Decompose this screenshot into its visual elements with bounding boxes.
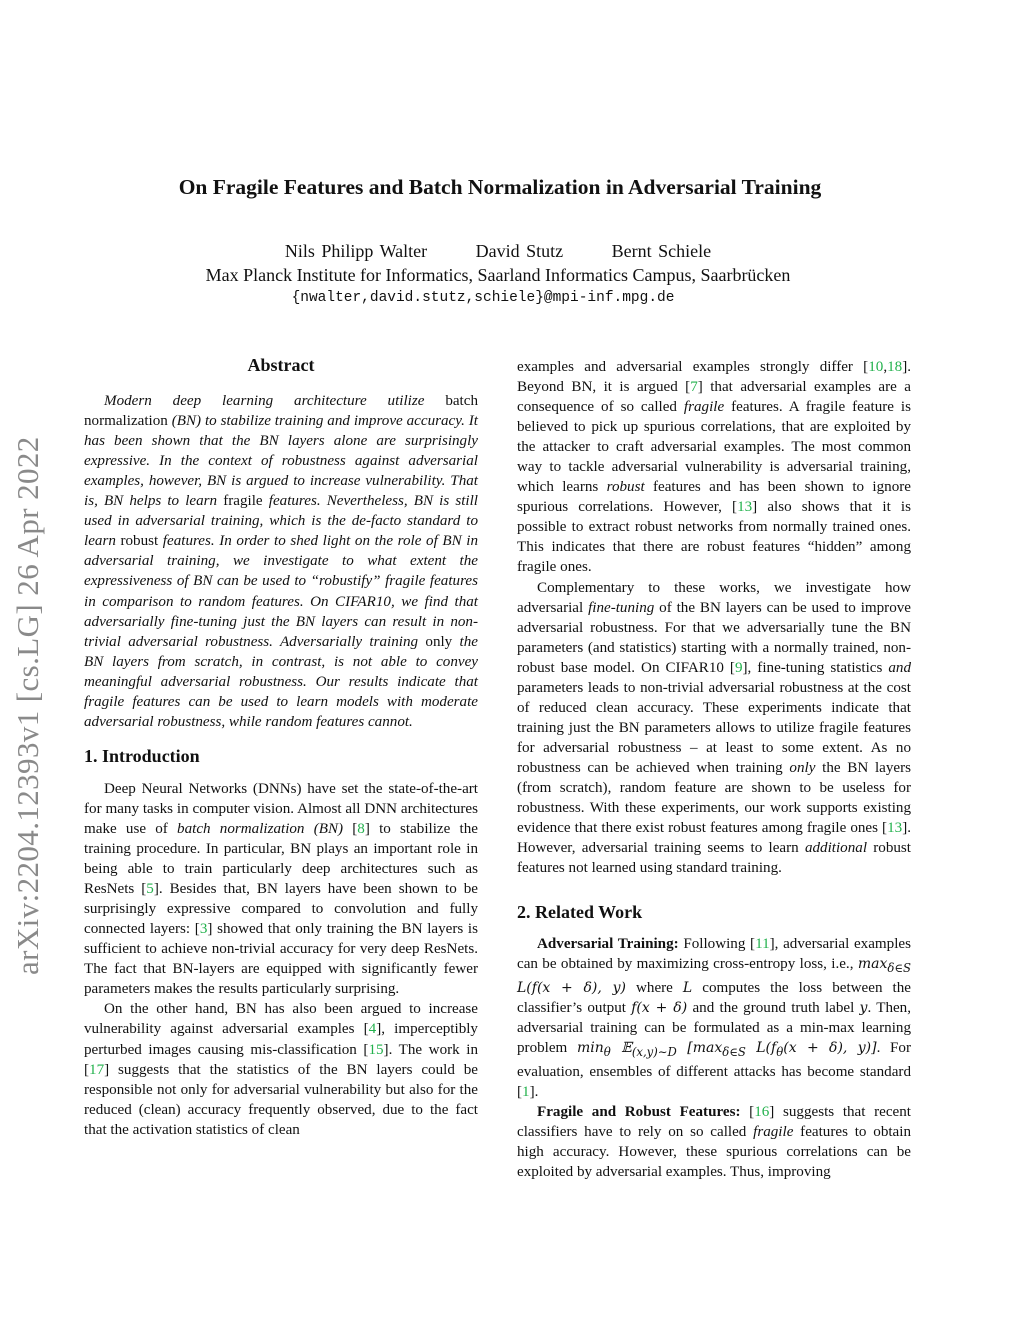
paper-title: On Fragile Features and Batch Normalization in Adversarial Training	[178, 175, 822, 199]
abstract-heading: Abstract	[247, 355, 315, 375]
citation-link[interactable]: 15	[368, 1041, 384, 1058]
citation-link[interactable]: 9	[734, 659, 743, 676]
author-emails: {nwalter,david.stutz,schiele}@mpi-inf.mpg.de	[291, 290, 675, 306]
author-name: Nils Philipp Walter	[284, 241, 428, 261]
paragraph-heading: Adversarial Training:	[537, 936, 679, 953]
citation-link[interactable]: 4	[368, 1021, 377, 1038]
author-name: David Stutz	[475, 241, 564, 261]
left-column	[84, 355, 478, 1140]
introduction-heading: 1. Introduction	[84, 745, 200, 766]
intro-paragraph: On the other hand, BN has also been argued to increase vulnerability against adversarial examples [4], imperceptibly perturbed images causing mis-classification [15]. The work in [17] suggests that the statistics of the BN layers could be responsible not only for adversarial vulnerability but also for the reduced (clean) accuracy frequently observed, due to the fact that the activation statistics of clean	[84, 1001, 478, 1138]
citation-link[interactable]: 18	[887, 359, 903, 375]
abstract-body: Modern deep learning architecture utilize batch normalization (BN) to stabilize training and improve accuracy. It has been shown that the BN layers alone are surprisingly expressive. In the context of robustness against adversarial examples, however, BN is argued to increase vulnerability. That is, BN helps to learn fragile features. Nevertheless, BN is still used in adversarial training, which is the de-facto standard to learn robust features. In order to shed light on the role of BN in adversarial training, we investigate to what extent the expressiveness of BN can be used to “robustify” fragile features in comparison to random features. On CIFAR10, we find that adversarially fine-tuning just the BN layers can result in non-trivial adversarial robustness. Adversarially training only the BN layers from scratch, in contrast, is not able to convey meaningful adversarial robustness. Our results indicate that fragile features can be used to learn models with moderate adversarial robustness, while random features cannot.	[84, 393, 478, 730]
citation-link[interactable]: 1	[522, 1084, 530, 1101]
citation-link[interactable]: 13	[887, 820, 903, 837]
related-work-paragraph: Adversarial Training: Following [11], adversarial examples can be obtained by maximizing cross-entropy loss, i.e., $\max_{\delta\in S} L(f(x + \delta)$, y) where L computes the loss between the classifier’s output f(x + δ) and the ground truth label y. Then, adversarial training can be formulated as a min-max learning problem $\min_\theta$ 𝔼$_{(x,y)\sim D}$ [$\max_{\delta\in S}$ $L(f_\theta(x + \delta)$, y)]. For evaluation, ensembles of different attacks has become standard [1].	[517, 936, 912, 1101]
citation-link[interactable]: 3	[199, 921, 208, 938]
related-work-paragraph: Fragile and Robust Features: [16] suggests that recent classifiers have to rely on so called fragile features to obtain high accuracy. However, these spurious correlations can be exploited by adversarial examples. Thus, improving	[517, 1104, 911, 1181]
citation-link[interactable]: 10	[868, 359, 884, 375]
arxiv-identifier: arXiv:2204.12393v1 [cs.LG] 26 Apr 2022	[10, 436, 45, 975]
right-column	[517, 357, 911, 1182]
citation-link[interactable]: 17	[89, 1061, 105, 1078]
affiliation: Max Planck Institute for Informatics, Saarland Informatics Campus, Saarbrücken	[205, 265, 791, 285]
paragraph-heading: Fragile and Robust Features:	[537, 1104, 741, 1121]
intro-paragraph: Deep Neural Networks (DNNs) have set the state-of-the-art for many tasks in computer vision. Almost all DNN architectures make use of batch normalization (BN) [8] to stabilize the training procedure. In particular, BN plays an important role in being able to train particularly deep architectures such as ResNets [5]. Besides that, BN layers have been shown to be surprisingly expressive compared to convolution and fully connected layers: [3] showed that only training the BN layers is sufficient to achieve non-trivial accuracy for very deep ResNets. The fact that BN-layers are equipped with significantly fewer parameters makes the results particularly surprising.	[84, 780, 479, 998]
author-name: Bernt Schiele	[611, 241, 712, 261]
intro-paragraph: examples and adversarial examples strongly differ [10,18]. Beyond BN, it is argued [7] that adversarial examples are a consequence of so called fragile features. A fragile feature is believed to pick up spurious correlations, that are exploited by the attacker to craft adversarial examples. The most common way to tackle adversarial vulnerability is adversarial training, which learns robust features and has been shown to ignore spurious correlations. However, [13] also shows that it is possible to extract robust networks from normally trained ones. This indicates that there are robust features “hidden” among fragile ones.	[517, 359, 911, 576]
author-list	[0, 241, 996, 262]
citation-link[interactable]: 11	[755, 936, 770, 953]
intro-paragraph: Complementary to these works, we investigate how adversarial fine-tuning of the BN layers can be used to improve adversarial robustness. For that we adversarially tune the BN parameters (and statistics) starting with a normally trained, non-robust base model. On CIFAR10 [9], fine-tuning statistics and parameters leads to non-trivial adversarial robustness at the cost of reduced clean accuracy. These experiments indicate that training just the BN parameters allows to utilize fragile features for adversarial robustness – at least to some extent. As no robustness can be achieved when training only the BN layers (from scratch), random feature are shown to be useless for robustness. With these experiments, our work supports existing evidence that there exist robust features among fragile ones [13]. However, adversarial training seems to learn additional robust features not learned using standard training.	[517, 579, 912, 877]
citation-link[interactable]: 13	[737, 499, 753, 516]
citation-link[interactable]: 7	[690, 379, 698, 396]
citation-link[interactable]: 8	[357, 820, 365, 837]
related-work-heading: 2. Related Work	[517, 902, 643, 923]
citation-link[interactable]: 5	[146, 881, 154, 898]
citation-link[interactable]: 16	[754, 1104, 770, 1121]
